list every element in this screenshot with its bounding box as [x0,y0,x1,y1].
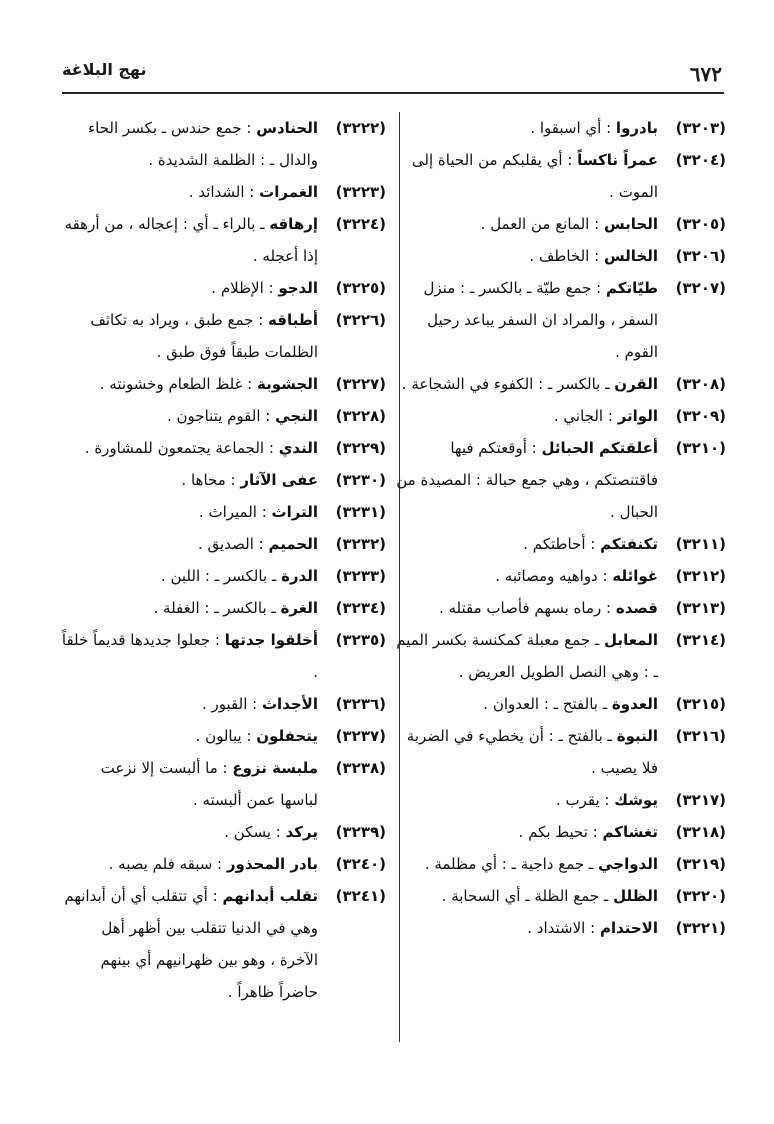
entry-definition: : القبور . [202,695,258,713]
glossary-entry [60,304,386,368]
entry-number: (٣٢١٦) [675,727,726,745]
entry-headword: تقلب أبدانهم [222,887,318,905]
entry-number: (٣٢٢٧) [335,375,386,393]
glossary-entry [60,688,386,720]
entry-number: (٣٢٠٨) [675,375,726,393]
entry-body [396,528,658,560]
entry-headword: الاحتدام [599,919,658,937]
entry-headword: الدواجي [598,855,658,873]
entry-number: (٣٢٤١) [335,887,386,905]
entry-headword: يركد [285,823,318,841]
glossary-entry [396,560,726,592]
entry-headword: الغمرات [259,183,318,201]
entry-headword: الندي [278,439,318,457]
entry-number: (٣٢١٨) [675,823,726,841]
entry-body [60,816,318,848]
entry-body [60,208,318,272]
entry-number: (٣٢٣٧) [335,727,386,745]
entry-headword: ملبسة نزوع [232,759,318,777]
glossary-entry [60,848,386,880]
entry-number: (٣٢٠٩) [675,407,726,425]
entry-headword: الظلل [613,887,658,905]
glossary-entry [60,592,386,624]
entry-definition: ـ بالكسر ـ : اللبن . [160,567,277,585]
entry-number: (٣٢١٠) [675,439,726,457]
entry-definition: : الميراث . [198,503,267,521]
entry-body [60,272,318,304]
entry-body [60,528,318,560]
entry-number: (٣٢٤٠) [335,855,386,873]
entry-number: (٣٢٣٩) [335,823,386,841]
glossary-entry [396,528,726,560]
entry-headword: النجي [275,407,318,425]
entry-headword: الحنادس [256,119,318,137]
entry-headword: المعابل [604,631,658,649]
header-divider [62,92,724,94]
entry-definition: : رماه بسهم فأصاب مقتله . [438,599,612,617]
entry-headword: إرهاقه [269,215,318,233]
entry-body [396,112,658,144]
glossary-entry [396,368,726,400]
entry-number: (٣٢١٤) [675,631,726,649]
glossary-entry [396,720,726,784]
entry-number: (٣٢٣١) [335,503,386,521]
entry-number: (٣٢٣٤) [335,599,386,617]
glossary-entry [396,592,726,624]
entry-headword: عفى الآثار [240,471,318,489]
entry-body [60,368,318,400]
entry-body [396,144,658,208]
entry-number: (٣٢٢٤) [335,215,386,233]
entry-definition: : الجاني . [553,407,613,425]
entry-definition: ـ جمع الظلة ـ أي السحابة . [441,887,609,905]
entry-headword: بادر المحذور [226,855,318,873]
entry-headword: الدجو [278,279,318,297]
entry-definition: : يقرب . [555,791,610,809]
entry-number: (٣٢٠٣) [675,119,726,137]
glossary-entry [60,624,386,688]
entry-body [60,464,318,496]
entry-body [396,400,658,432]
entry-body [60,848,318,880]
entry-body [60,496,318,528]
entry-body [396,592,658,624]
entry-definition: : الإظلام . [211,279,274,297]
entry-body [396,912,658,944]
entry-headword: النبوة [616,727,658,745]
glossary-entry [396,688,726,720]
glossary-entry [396,816,726,848]
entry-number: (٣٢٢٢) [335,119,386,137]
entry-headword: القرن [614,375,658,393]
entry-number: (٣٢٣٢) [335,535,386,553]
entry-number: (٣٢٠٧) [675,279,726,297]
entry-number: (٣٢١١) [675,535,726,553]
entry-body [396,816,658,848]
entry-body [396,848,658,880]
book-title: نهج البلاغة [62,60,147,79]
entry-body [60,560,318,592]
entry-number: (٣٢١٧) [675,791,726,809]
entry-headword: الخالس [603,247,658,265]
entry-definition: : الصديق . [198,535,264,553]
entry-headword: يتحفلون [256,727,318,745]
entry-definition: ـ بالكسر ـ : الغفلة . [153,599,276,617]
glossary-entry [396,240,726,272]
entry-definition: : المانع من العمل . [480,215,600,233]
entry-definition: : أوقعتكم فيها فاقتنصتكم ، وهي جمع حبالة : المصيدة من الحبال . [396,439,658,521]
entry-number: (٣٢١٢) [675,567,726,585]
entry-number: (٣٢٢٠) [675,887,726,905]
glossary-entry [396,880,726,912]
entry-headword: طيّاتكم [605,279,658,297]
entry-definition: : دواهيه ومصائبه . [495,567,608,585]
entry-headword: الأجداث [261,695,318,713]
entry-definition: : أي يقلبكم من الحياة إلى الموت . [411,151,658,201]
entry-body [396,432,658,528]
entry-definition: ـ بالفتح ـ : أن يخطيء في الضربة فلا يصيب . [406,727,658,777]
entry-definition: : الشدائد . [188,183,255,201]
entry-body [396,784,658,816]
entry-definition: : جعلوا جديدها قديماً خلقاً . [61,631,318,681]
entry-number: (٣٢١٥) [675,695,726,713]
glossary-entry [60,112,386,176]
entry-definition: : يسكن . [224,823,281,841]
entry-definition: : تحيط بكم . [518,823,598,841]
entry-definition: : يبالون . [195,727,252,745]
glossary-entry [60,496,386,528]
entry-definition: : أحاطتكم . [523,535,596,553]
entry-number: (٣٢٣٣) [335,567,386,585]
entry-number: (٣٢١٩) [675,855,726,873]
entry-body [60,752,318,816]
entry-headword: الحابس [603,215,658,233]
entry-body [60,592,318,624]
entry-body [60,176,318,208]
entry-body [396,720,658,784]
glossary-entry [396,400,726,432]
glossary-entry [60,272,386,304]
entry-body [60,624,318,688]
entry-headword: الواتر [617,407,658,425]
entry-body [60,688,318,720]
entry-definition: ـ بالكسر ـ : الكفوء في الشجاعة . [401,375,610,393]
glossary-entry [60,176,386,208]
glossary-entry [396,624,726,688]
entry-body [396,560,658,592]
glossary-entry [60,368,386,400]
entry-body [396,624,658,688]
entry-definition: : غلظ الطعام وخشونته . [99,375,253,393]
entry-definition: : جمع طيّة ـ بالكسر ـ : منزل السفر ، والمراد ان السفر يباعد رحيل القوم . [423,279,658,361]
entry-body [396,272,658,368]
entry-number: (٣٢٢٣) [335,183,386,201]
entry-headword: بادروا [615,119,658,137]
glossary-entry [396,144,726,208]
entry-headword: قصده [615,599,658,617]
entry-definition: : ما ألبست إلا نزعت لباسها عمن ألبسته . [100,759,318,809]
page-header [62,56,722,88]
entry-definition: : القوم يتناجون . [167,407,271,425]
entry-definition: ـ جمع معبلة كمكنسة بكسر الميم ـ : وهي النصل الطويل العريض . [396,631,658,681]
entry-number: (٣٢٢١) [675,919,726,937]
right-column [396,112,726,944]
entry-headword: العدوة [611,695,658,713]
glossary-entry [396,912,726,944]
entry-body [60,880,318,1008]
glossary-entry [60,208,386,272]
entry-definition: ـ بالفتح ـ : العدوان . [483,695,608,713]
glossary-entry [396,208,726,240]
entry-definition: ـ بالراء ـ أي : إعجاله ، من أرهقه إذا أعجله . [64,215,318,265]
left-column [60,112,386,1008]
entry-number: (٣٢٣٨) [335,759,386,777]
entry-body [60,400,318,432]
entry-number: (٣٢٣٠) [335,471,386,489]
entry-definition: : أي تتقلب أي أن أبدانهم وهي في الدنيا تتقلب بين أظهر أهل الآخرة ، وهو بين ظهرانيهم أي بينهم حاضراً ظاهراً . [64,887,318,1001]
glossary-entry [60,880,386,1008]
glossary-entry [60,464,386,496]
entry-number: (٣٢٢٦) [335,311,386,329]
glossary-entry [60,432,386,464]
entry-body [60,432,318,464]
entry-definition: : سبقه فلم يصبه . [108,855,223,873]
entry-number: (٣٢٣٥) [335,631,386,649]
entry-headword: أعلقتكم الحبائل [541,439,658,457]
entry-definition: : جمع طبق ، ويراد به تكاثف الظلمات طبقاً فوق طبق . [90,311,318,361]
entry-headword: تغشاكم [602,823,658,841]
entry-headword: أخلقوا جدتها [224,631,318,649]
entry-definition: : الجماعة يجتمعون للمشاورة . [84,439,274,457]
glossary-entry [396,784,726,816]
entry-headword: يوشك [614,791,658,809]
entry-number: (٣٢٠٦) [675,247,726,265]
entry-headword: الجشوبة [257,375,318,393]
entry-body [60,720,318,752]
entry-body [396,368,658,400]
entry-headword: الغرة [280,599,318,617]
entry-headword: عمراً ناكساً [577,151,658,169]
entry-headword: الحميم [268,535,318,553]
entry-headword: تكنفتكم [600,535,658,553]
glossary-entry [60,528,386,560]
entry-body [396,208,658,240]
glossary-entry [60,816,386,848]
glossary-entry [396,432,726,528]
entry-definition: : جمع حندس ـ بكسر الحاء والدال ـ : الظلمة الشديدة . [88,119,318,169]
entry-number: (٣٢٢٥) [335,279,386,297]
entry-body [60,112,318,176]
glossary-entry [60,720,386,752]
entry-body [396,240,658,272]
entry-headword: الدرة [281,567,318,585]
entry-definition: : الاشتداد . [527,919,596,937]
glossary-entry [396,848,726,880]
glossary-entry [396,112,726,144]
entry-number: (٣٢١٣) [675,599,726,617]
entry-body [396,880,658,912]
entry-number: (٣٢٣٦) [335,695,386,713]
entry-number: (٣٢٠٤) [675,151,726,169]
entry-definition: : الخاطف . [529,247,600,265]
glossary-entry [60,752,386,816]
entry-headword: أطباقه [268,311,318,329]
entry-headword: غوائله [612,567,658,585]
glossary-entry [396,272,726,368]
entry-definition: : أي اسبقوا . [530,119,612,137]
entry-definition: ـ جمع داجية ـ : أي مظلمة . [424,855,594,873]
entry-number: (٣٢٠٥) [675,215,726,233]
glossary-entry [60,560,386,592]
entry-number: (٣٢٢٩) [335,439,386,457]
entry-headword: التراث [271,503,318,521]
glossary-entry [60,400,386,432]
entry-body [396,688,658,720]
entry-definition: : محاها . [181,471,236,489]
page-number: ٦٧٢ [689,62,722,86]
entry-body [60,304,318,368]
entry-number: (٣٢٢٨) [335,407,386,425]
